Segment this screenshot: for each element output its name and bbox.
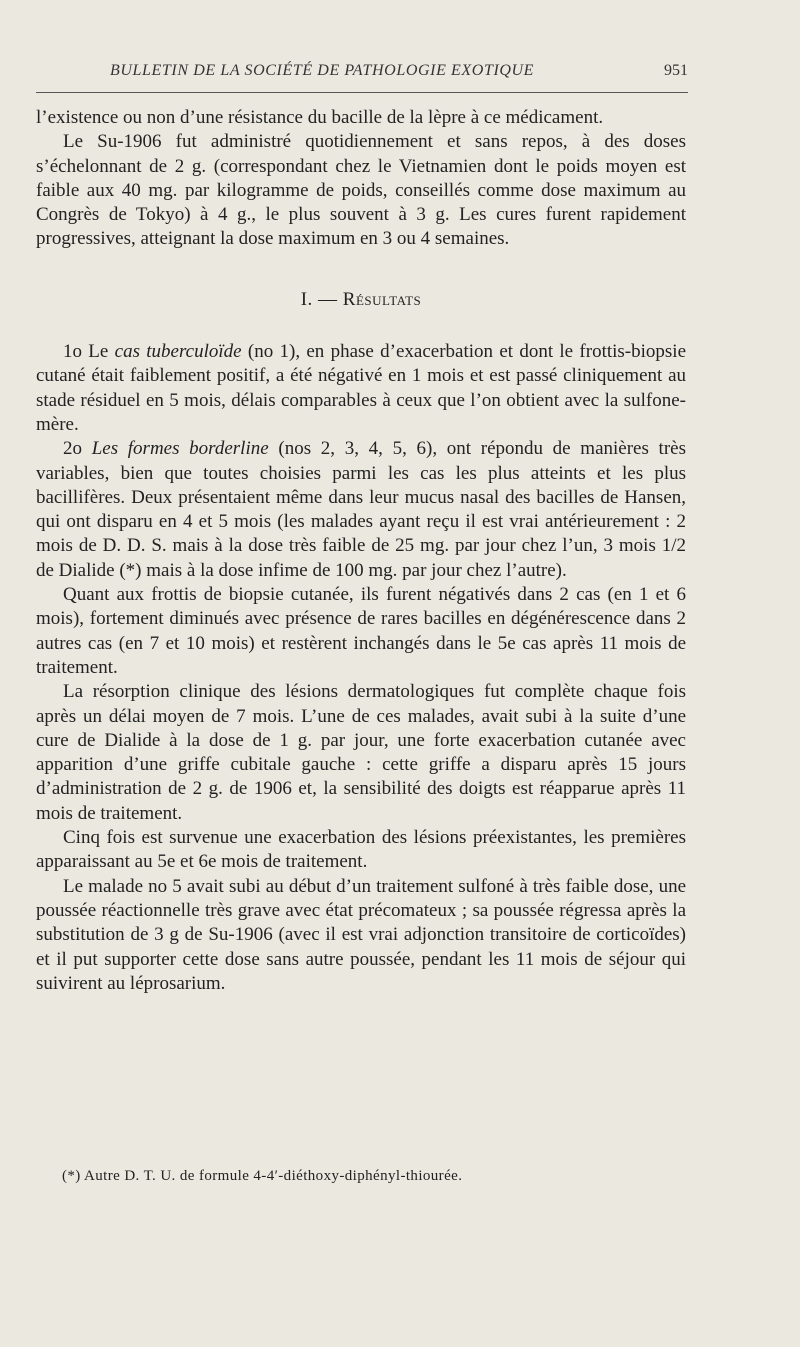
paragraph-8: Le malade no 5 avait subi au début d’un traitement sulfoné à très faible dose, une poussée réactionnelle très grave avec état précomateux ; sa poussée régressa après la substitution de 3 g de Su-1906 (avec il est vrai adjonction transitoire de corticoïdes) et il put supporter cette dose sans autre poussée, pendant les 11 mois de séjour qui suivirent au léprosarium. [36, 875, 686, 994]
paragraph-3 [36, 340, 686, 437]
body-text [36, 106, 686, 996]
header-rule [36, 92, 688, 93]
section-title: I. — Résultats [300, 288, 422, 310]
item-number: 1o [63, 341, 82, 363]
footnote: (*) Autre D. T. U. de formule 4-4′-diéthoxy-diphényl-thiourée. [62, 1168, 463, 1184]
paragraph-7: Cinq fois est survenue une exacerbation des lésions préexistantes, les premières apparaissant au 5e et 6e mois de traitement. [36, 827, 686, 873]
paragraph-4-body: (nos 2, 3, 4, 5, 6), ont répondu de manières très variables, bien que toutes choisies parmi les cas les plus atteints et les plus bacillifères. Deux présentaient même dans leur mucus nasal des bacilles de Hansen, qui ont disparu en 4 et 5 mois (les malades ayant reçu il est vrai antérieurement : 2 mois de D. D. S. mais à la dose très faible de 25 mg. par jour chez l’un, 3 mois 1/2 de Dialide (*) mais à la dose infime de 100 mg. par jour chez l’autre). [36, 438, 686, 581]
paragraph-5: Quant aux frottis de biopsie cutanée, ils furent négativés dans 2 cas (en 1 et 6 mois), fortement diminués avec présence de rares bacilles en dégénérescence dans 2 autres cas (en 7 et 10 mois) et restèrent inchangés dans le 5e cas après 11 mois de traitement. [36, 584, 686, 678]
paragraph-4 [36, 437, 686, 583]
italic-term: cas tuberculoïde [114, 341, 242, 363]
page-number: 951 [664, 62, 688, 79]
paragraph-1: l’existence ou non d’une résistance du bacille de la lèpre à ce médicament. [36, 107, 604, 128]
paragraph-3-intro: Le [88, 341, 115, 363]
paragraph-3-body: (no 1), en phase d’exacerbation et dont le frottis-biopsie cutané était faiblement positif, a été négativé en 1 mois et est passé cliniquement au stade résiduel en 5 mois, délais comparables à ceux que l’on obtient avec la sulfone-mère. [36, 341, 687, 435]
journal-title: BULLETIN DE LA SOCIÉTÉ DE PATHOLOGIE EXOTIQUE [110, 62, 535, 79]
paragraph-6: La résorption clinique des lésions dermatologiques fut complète chaque fois après un délai moyen de 7 mois. L’une de ces malades, avait subi à la suite d’une cure de Dialide à la dose de 1 g. par jour, une forte exacerbation cutanée avec apparition d’une griffe cubitale gauche : cette griffe a disparu après 15 jours d’administration de 2 g. de 1906 et, la sensibilité des doigts est réapparue après 11 mois de traitement. [36, 681, 686, 824]
paragraph-2: Le Su-1906 fut administré quotidiennement et sans repos, à des doses s’échelonnant de 2 g. (correspondant chez le Vietnamien dont le poids moyen est faible aux 40 mg. par kilogramme de poids, conseillés comme dose maximum au Congrès de Tokyo) à 4 g., le plus souvent à 3 g. Les cures furent rapidement progressives, atteignant la dose maximum en 3 ou 4 semaines. [36, 131, 686, 250]
item-number: 2o [63, 438, 92, 460]
running-header [110, 62, 688, 80]
italic-term: Les formes borderline [91, 438, 269, 460]
